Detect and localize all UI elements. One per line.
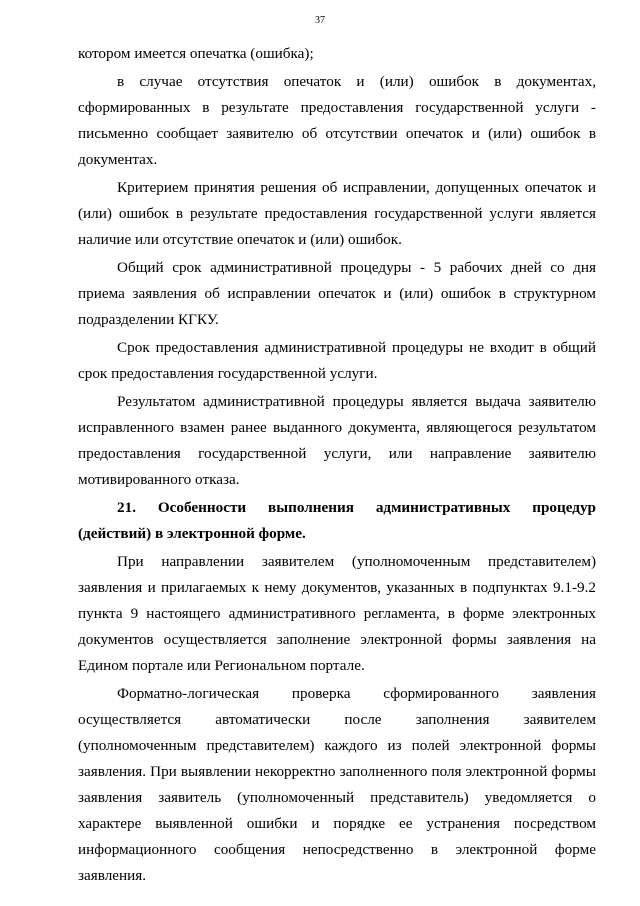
paragraph-continuation: котором имеется опечатка (ошибка); — [78, 45, 314, 62]
paragraph-no-errors-case: в случае отсутствия опечаток и (или) ошибок в документах, сформированных в результате предоставления государственной услуги - письменно сообщает заявителю об отсутствии опечаток и (или) ошибок в документах. — [78, 73, 596, 168]
paragraph-procedure-result: Результатом административной процедуры является выдача заявителю исправленного взамен ранее выданного документа, являющегося результатом предоставления государственной услуги, или направление заявителю мотивированного отказа. — [78, 393, 596, 488]
page-number: 37 — [315, 15, 325, 26]
paragraph-term-exclusion: Срок предоставления административной процедуры не входит в общий срок предоставления государственной услуги. — [78, 339, 596, 382]
paragraph-general-term: Общий срок административной процедуры - 5 рабочих дней со дня приема заявления об исправлении опечаток и (или) ошибок в структурном подразделении КГКУ. — [78, 259, 596, 328]
paragraph-decision-criterion: Критерием принятия решения об исправлении, допущенных опечаток и (или) ошибок в результате предоставления государственной услуги является наличие или отсутствие опечаток и (или) ошибок. — [78, 179, 596, 248]
paragraph-electronic-submission: При направлении заявителем (уполномоченным представителем) заявления и прилагаемых к нему документов, указанных в подпунктах 9.1-9.2 пункта 9 настоящего административного регламента, в форме электронных документов осуществляется заполнение электронной формы заявления на Едином портале или Региональном портале. — [78, 553, 596, 674]
document-body — [78, 41, 596, 889]
section-heading-21: 21. Особенности выполнения административных процедур (действий) в электронной форме. — [78, 499, 596, 542]
paragraph-format-logical-check: Форматно-логическая проверка сформированного заявления осуществляется автоматически после заполнения заявителем (уполномоченным представителем) каждого из полей электронной формы заявления. При выявлении некорректно заполненного поля электронной формы заявления заявитель (уполномоченный представитель) уведомляется о характере выявленной ошибки и порядке ее устранения посредством информационного сообщения непосредственно в электронной форме заявления. — [78, 685, 596, 884]
